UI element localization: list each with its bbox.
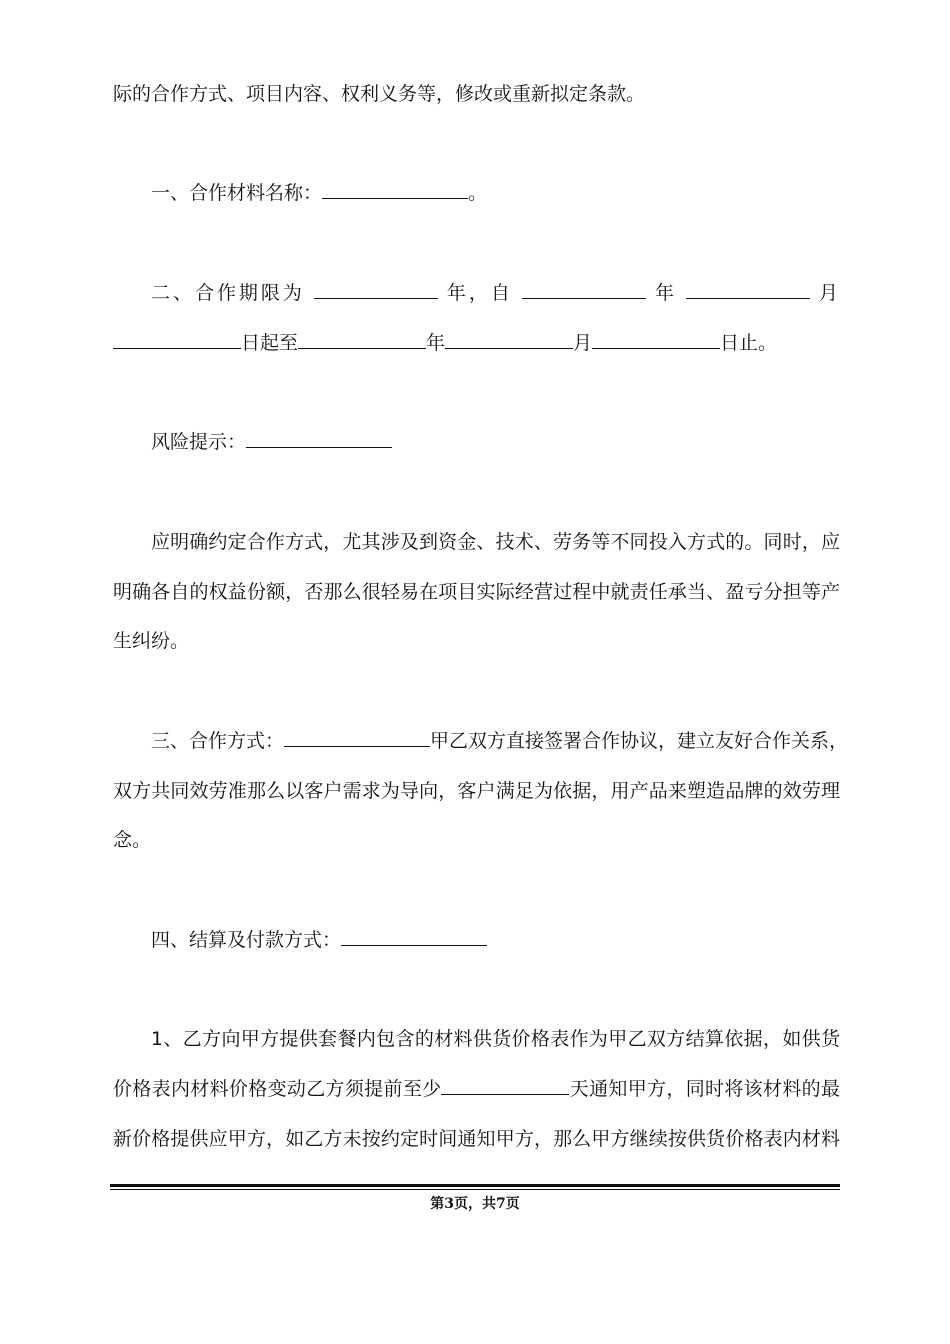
paragraph-line: 生纠纷。 [113,630,190,652]
end-day-field[interactable] [592,331,720,349]
paragraph-line: 双方共同效劳准那么以客户需求为导向，客户满足为依据，用产品来塑造品牌的效劳理 [113,780,840,802]
notice-days-field[interactable] [441,1077,569,1095]
settlement-field[interactable] [341,928,487,946]
paragraph-line: 际的合作方式、项目内容、权利义务等，修改或重新拟定条款。 [113,83,646,105]
section-2-term-line2 [113,331,840,355]
section-1-material-name [151,181,840,205]
section-3-cooperation-mode [151,729,849,753]
end-month-label: 月 [573,332,593,354]
paragraph-line: 念。 [113,829,152,851]
paragraph-line: 明确各自的权益份额，否那么很轻易在项目实际经营过程中就责任承当、盈亏分担等产 [113,581,840,603]
material-name-field[interactable] [322,181,468,199]
section-4-settlement [151,928,840,952]
year-label: 年 [654,282,677,304]
footer-divider [110,1184,840,1187]
section-3-text: 甲乙双方直接签署合作协议，建立友好合作关系， [430,730,849,752]
section-4-label: 四、结算及付款方式： [151,929,342,951]
clause-1-line [113,1077,840,1101]
page-number: 第3页，共7页 [430,1196,520,1212]
clause-1-text: 天通知甲方，同时将该材料的最 [569,1078,840,1100]
section-2-term-line1 [151,281,838,305]
clause-1-line: 新价格提供应甲方，如乙方未按约定时间通知甲方，那么甲方继续按供货价格表内材料 [113,1128,840,1150]
end-year-label: 年 [426,332,446,354]
section-3-label: 三、合作方式： [151,730,285,752]
end-day-label: 日止。 [720,332,778,354]
end-month-field[interactable] [445,331,573,349]
day-from-label: 日起至 [241,332,299,354]
cooperation-mode-field[interactable] [284,729,430,747]
footer-divider [110,1189,840,1190]
risk-tip-label: 风险提示： [151,431,247,453]
term-years-field[interactable] [314,281,438,299]
section-2-label: 二、合作期限为 [151,282,305,304]
start-year-field[interactable] [522,281,646,299]
start-month-field[interactable] [686,281,810,299]
month-label: 月 [818,282,838,304]
term-from-label: 年，自 [446,282,513,304]
paragraph-line: 应明确约定合作方式，尤其涉及到资金、技术、劳务等不同投入方式的。同时，应 [151,531,840,553]
section-1-label: 一、合作材料名称： [151,182,323,204]
clause-1-text: 价格表内材料价格变动乙方须提前至少 [113,1078,442,1100]
risk-tip [151,430,840,454]
end-year-field[interactable] [298,331,426,349]
section-1-end: 。 [468,182,488,204]
risk-tip-field[interactable] [246,430,392,448]
clause-1-line: 1、乙方向甲方提供套餐内包含的材料供货价格表作为甲乙双方结算依据，如供货 [151,1028,840,1050]
start-day-field[interactable] [113,331,241,349]
